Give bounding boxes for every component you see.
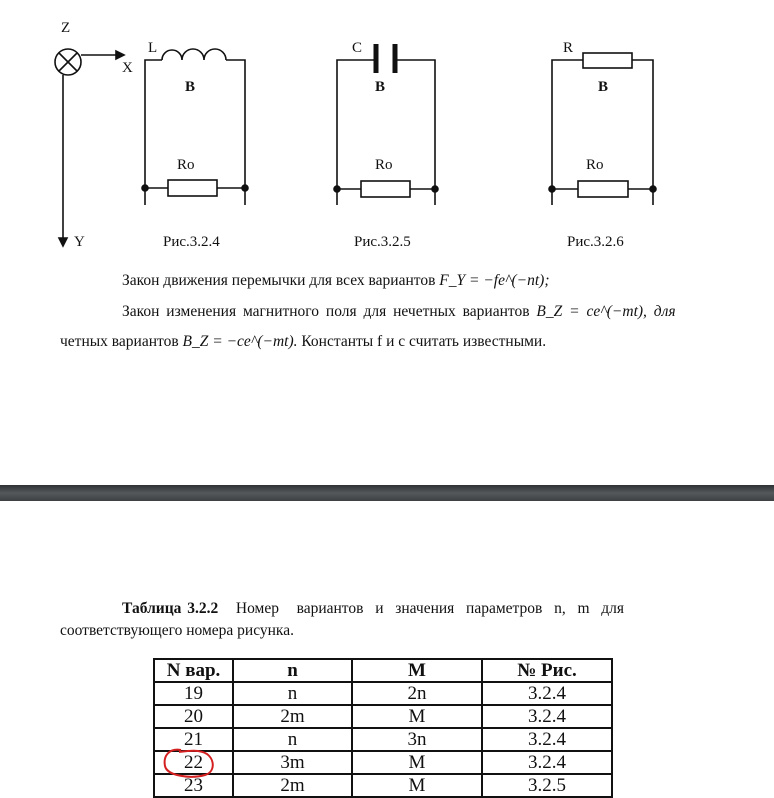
figure-caption: Рис.3.2.4 (163, 234, 220, 250)
cell-figure: 3.2.4 (482, 751, 612, 774)
cell-m: M (352, 774, 482, 797)
formula: B_Z = −ce^(−mt). (182, 333, 298, 350)
element-label: R (563, 40, 574, 56)
paragraph-text: Закон изменения магнитного поля для нечетных вариантов (122, 303, 537, 320)
load-label: Ro (177, 157, 195, 173)
paragraph-motion-law (122, 272, 550, 290)
element-label: C (352, 40, 363, 56)
paragraph-text: Константы f и c считать известными. (297, 333, 547, 350)
cell-variant: 21 (154, 728, 233, 751)
cell-variant-circled (154, 751, 233, 774)
table-row (154, 705, 612, 728)
axis-z-icon (55, 49, 81, 75)
figure-caption: Рис.3.2.5 (354, 234, 411, 250)
cell-m: 2n (352, 682, 482, 705)
variants-table (153, 658, 613, 798)
circuit-diagrams (0, 0, 774, 260)
circuit-fig-3-2-4 (142, 49, 248, 205)
axis-x-label: X (122, 60, 133, 76)
formula: B_Z = ce^(−mt), для (536, 303, 676, 320)
cell-variant: 22 (184, 752, 203, 773)
cell-n: n (233, 682, 352, 705)
cell-figure: 3.2.4 (482, 728, 612, 751)
cell-m: 3n (352, 728, 482, 751)
table-row (154, 682, 612, 705)
circuit-fig-3-2-5 (334, 44, 438, 205)
cell-variant: 20 (154, 705, 233, 728)
paragraph-field-law-cont (60, 333, 546, 351)
cell-figure: 3.2.5 (482, 774, 612, 797)
table-caption-title: Таблица 3.2.2 (122, 600, 219, 617)
element-label: L (148, 40, 158, 56)
red-circle-annotation (161, 746, 231, 780)
cell-n: 2m (233, 774, 352, 797)
page-separator (0, 485, 774, 501)
field-label: B (598, 79, 609, 95)
table-caption-line2: соответствующего номера рисунка. (60, 622, 294, 639)
paragraph-text: Закон движения перемычки для всех вариантов (122, 272, 440, 289)
paragraph-field-law (122, 303, 676, 321)
cell-m: M (352, 751, 482, 774)
header-n: n (233, 659, 352, 682)
paragraph-text: четных вариантов (60, 333, 183, 350)
table-caption (122, 600, 624, 618)
cell-n: n (233, 728, 352, 751)
cell-n: 2m (233, 705, 352, 728)
header-figure: № Рис. (482, 659, 612, 682)
load-label: Ro (586, 157, 604, 173)
figure-caption: Рис.3.2.6 (567, 234, 624, 250)
axis-y-arrow (59, 75, 67, 246)
table-header-row (154, 659, 612, 682)
field-label: B (185, 79, 196, 95)
axis-x-arrow (81, 51, 124, 59)
formula: F_Y = −fe^(−nt); (439, 272, 550, 289)
cell-variant: 23 (154, 774, 233, 797)
cell-figure: 3.2.4 (482, 705, 612, 728)
cell-variant: 19 (154, 682, 233, 705)
axis-y-label: Y (74, 234, 85, 250)
field-label: B (375, 79, 386, 95)
header-variant: N вар. (154, 659, 233, 682)
table-row-highlighted (154, 751, 612, 774)
axis-z-label: Z (61, 20, 71, 36)
cell-figure: 3.2.4 (482, 682, 612, 705)
table-caption-text: Номер вариантов и значения параметров n, m для (218, 600, 625, 617)
circuit-fig-3-2-6 (549, 53, 656, 205)
cell-m: M (352, 705, 482, 728)
header-m: M (352, 659, 482, 682)
cell-n: 3m (233, 751, 352, 774)
load-label: Ro (375, 157, 393, 173)
